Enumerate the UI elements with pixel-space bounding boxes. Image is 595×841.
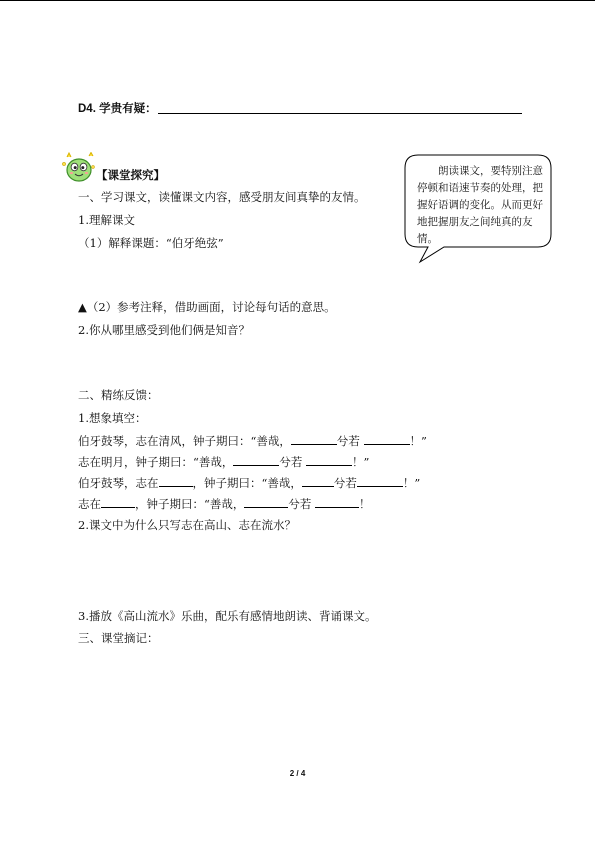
fill-text: ，钟子期曰：“善哉， [192, 476, 302, 490]
top-rule [0, 0, 595, 1]
explore-question-1-1: 1.理解课文 [78, 213, 135, 227]
page-number: 2 / 4 [289, 769, 306, 778]
fill-blank-line-2 [78, 454, 369, 470]
notes-title: 三、课堂摘记： [78, 631, 159, 645]
fill-blank-line-4 [78, 496, 371, 512]
blank-field[interactable] [364, 434, 410, 445]
explore-question-1: 一、学习课文，读懂课文内容，感受朋友间真挚的友情。 [78, 190, 366, 204]
speech-bubble-text: 朗读课文，要特别注意停顿和语速节奏的处理，把握好语调的变化。从而更好地把握朋友之间纯真的友情。 [417, 165, 543, 245]
blank-field[interactable] [306, 455, 352, 466]
fill-text: 伯牙鼓琴，志在 [78, 476, 159, 490]
blank-field[interactable] [302, 476, 334, 487]
fill-text: 兮若 [336, 434, 360, 448]
fill-text: ！” [409, 434, 427, 448]
blank-field[interactable] [357, 476, 403, 487]
fill-text: 兮若 [288, 497, 312, 511]
explore-question-1-2: 2.你从哪里感受到他们俩是知音？ [78, 323, 250, 337]
blank-field[interactable] [315, 497, 359, 508]
fill-text: ！ [359, 497, 371, 511]
blank-field[interactable] [291, 434, 337, 445]
mascot-icon [60, 152, 96, 186]
fill-text: ！” [402, 476, 421, 490]
section-title: 【课堂探究】 [96, 168, 165, 182]
fill-text: 志在 [78, 497, 101, 511]
speech-bubble [404, 154, 552, 264]
practice-question-2: 2.课文中为什么只写志在高山、志在流水？ [78, 518, 296, 532]
fill-blank-line-1 [78, 433, 427, 449]
blank-field[interactable] [244, 497, 288, 508]
fill-text: 兮若 [279, 455, 303, 469]
explore-question-1-1a: （1）解释课题：“伯牙绝弦” [78, 236, 224, 250]
fill-text: 伯牙鼓琴，志在清风，钟子期曰：“善哉， [78, 434, 291, 448]
d4-answer-line [158, 113, 522, 114]
fill-text: 志在明月，钟子期曰：“善哉， [78, 455, 234, 469]
blank-field[interactable] [101, 497, 135, 508]
blank-field[interactable] [233, 455, 279, 466]
fill-text: 兮若 [333, 476, 357, 490]
blank-field[interactable] [159, 476, 193, 487]
practice-question-1: 1.想象填空： [78, 411, 147, 425]
explore-question-1-1b: ▲（2）参考注释，借助画面，讨论每句话的意思。 [78, 300, 336, 314]
practice-title: 二、精练反馈： [78, 388, 159, 402]
practice-question-3: 3.播放《高山流水》乐曲，配乐有感情地朗读、背诵课文。 [78, 609, 377, 623]
d4-label: D4. 学贵有疑： [78, 103, 157, 115]
fill-blank-line-3 [78, 475, 420, 491]
fill-text: ，钟子期曰：“善哉， [135, 497, 245, 511]
fill-text: ！” [352, 455, 370, 469]
